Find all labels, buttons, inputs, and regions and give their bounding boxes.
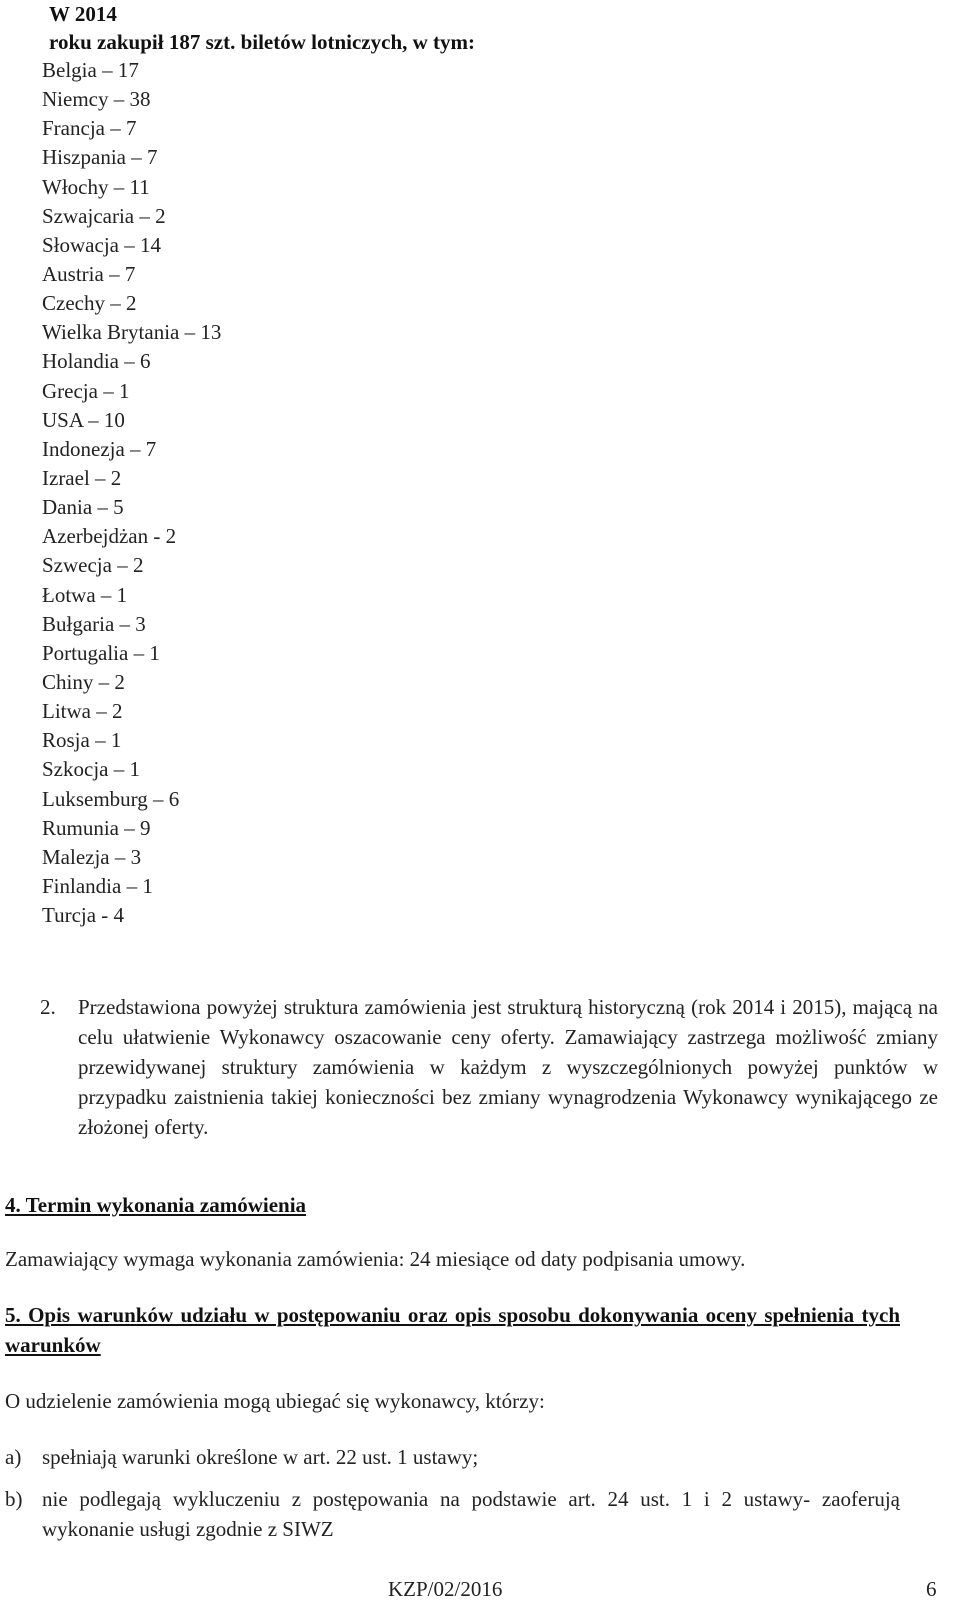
country-ticket-list (42, 56, 221, 930)
list-item: Włochy – 11 (42, 174, 150, 199)
page-number: 6 (926, 1577, 937, 1601)
point-number: 2. (40, 995, 56, 1019)
list-item: Czechy – 2 (42, 291, 137, 316)
item-text: spełniają warunki określone w art. 22 ust. 1 ustawy; (42, 1445, 479, 1469)
list-item: Hiszpania – 7 (42, 145, 158, 170)
list-item: Rosja – 1 (42, 728, 122, 753)
list-item: USA – 10 (42, 407, 125, 432)
intro-summary: roku zakupił 187 szt. biletów lotniczych, w tym: (49, 30, 476, 54)
point-2-paragraph (40, 992, 938, 1139)
condition-item-a (5, 1442, 905, 1472)
intro-year: W 2014 (49, 2, 117, 26)
list-item: Luksemburg – 6 (42, 786, 180, 811)
list-item: Turcja - 4 (42, 903, 125, 928)
document-code: KZP/02/2016 (388, 1577, 503, 1601)
point-2-text: Przedstawiona powyżej struktura zamówienia jest strukturą historyczną (rok 2014 i 2015), mającą na celu ułatwienie Wykonawcy oszacowanie ceny oferty. Zamawiający zastrzega możliwość zmiany przewidywanej struktury zamówienia w każdym z wyszczególnionych powyżej punktów w przypadku zaistnienia takiej konieczności bez zmiany wynagrodzenia Wykonawcy wynikającego ze złożonej oferty. (78, 995, 938, 1139)
list-item: Litwa – 2 (42, 699, 123, 724)
item-label: a) (5, 1445, 22, 1469)
item-label: b) (5, 1487, 23, 1511)
list-item: Izrael – 2 (42, 465, 122, 490)
list-item: Łotwa – 1 (42, 582, 128, 607)
section-4-text: Zamawiający wymaga wykonania zamówienia: 24 miesiące od daty podpisania umowy. (5, 1247, 746, 1271)
item-text: nie podlegają wykluczeniu z postępowania na podstawie art. 24 ust. 1 i 2 ustawy- zaoferują wykonanie usługi zgodnie z SIWZ (42, 1487, 900, 1541)
list-item: Niemcy – 38 (42, 87, 151, 112)
list-item: Dania – 5 (42, 495, 124, 520)
list-item: Malezja – 3 (42, 844, 142, 869)
list-item: Azerbejdżan - 2 (42, 524, 177, 549)
section-5-intro: O udzielenie zamówienia mogą ubiegać się wykonawcy, którzy: (5, 1389, 545, 1413)
list-item: Portugalia – 1 (42, 640, 160, 665)
list-item: Chiny – 2 (42, 669, 125, 694)
list-item: Grecja – 1 (42, 378, 130, 403)
section-5-heading: 5. Opis warunków udziału w postępowaniu oraz opis sposobu dokonywania oceny spełnienia tych warunków (5, 1303, 900, 1357)
list-item: Rumunia – 9 (42, 815, 151, 840)
list-item: Austria – 7 (42, 261, 136, 286)
list-item: Szwecja – 2 (42, 553, 144, 578)
list-item: Bułgaria – 3 (42, 611, 146, 636)
list-item: Indonezja – 7 (42, 436, 157, 461)
list-item: Belgia – 17 (42, 58, 139, 82)
list-item: Wielka Brytania – 13 (42, 320, 222, 345)
list-item: Finlandia – 1 (42, 873, 153, 898)
list-item: Szkocja – 1 (42, 757, 140, 782)
list-item: Słowacja – 14 (42, 232, 161, 257)
condition-item-b (5, 1484, 905, 1544)
list-item: Francja – 7 (42, 116, 137, 141)
section-4-heading: 4. Termin wykonania zamówienia (5, 1193, 307, 1217)
list-item: Szwajcaria – 2 (42, 203, 166, 228)
list-item: Holandia – 6 (42, 349, 151, 374)
